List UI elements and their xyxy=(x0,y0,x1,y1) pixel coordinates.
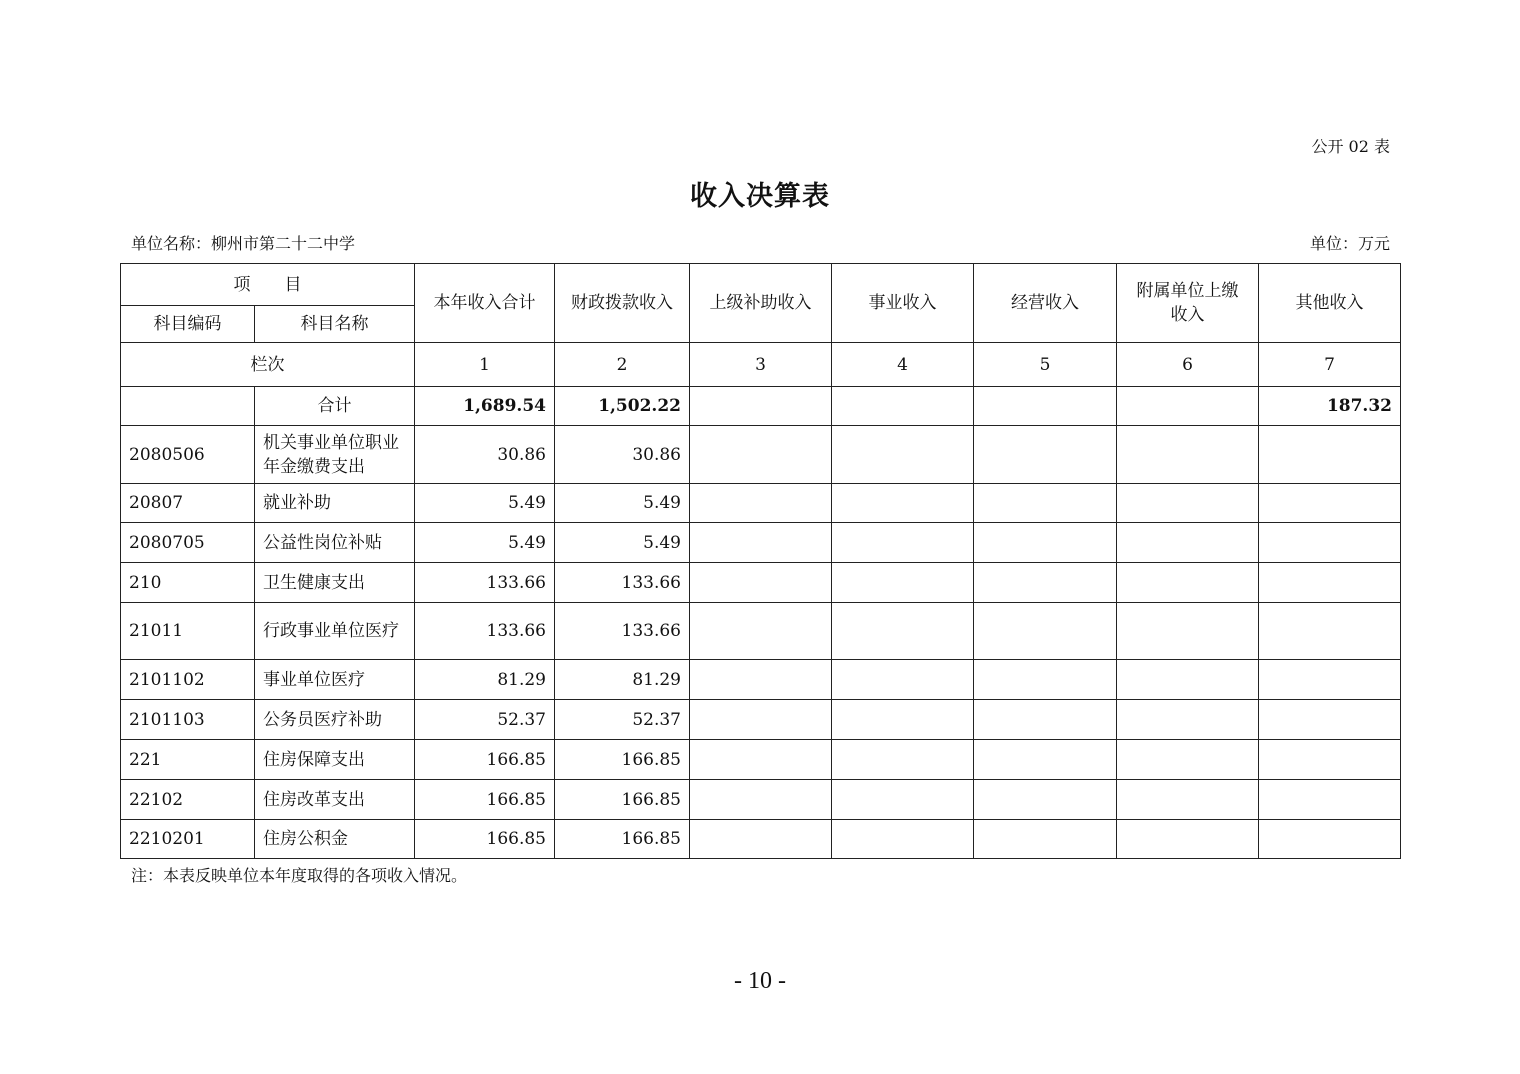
amount-cell xyxy=(832,660,974,700)
table-row xyxy=(121,426,1401,484)
amount-cell: 166.85 xyxy=(555,820,690,859)
amount-cell xyxy=(1259,660,1401,700)
amount-cell xyxy=(1117,740,1259,780)
subject-code: 21011 xyxy=(121,603,255,660)
code-header: 科目编码 xyxy=(121,306,255,343)
column-header: 财政拨款收入 xyxy=(555,264,690,343)
group-header: 项 目 xyxy=(121,264,415,306)
total-value xyxy=(1117,387,1259,426)
amount-cell xyxy=(690,563,832,603)
amount-cell xyxy=(1259,523,1401,563)
amount-cell xyxy=(1117,563,1259,603)
unit-name-label: 单位名称：柳州市第二十二中学 xyxy=(131,234,356,253)
subject-code: 2101103 xyxy=(121,700,255,740)
total-value xyxy=(690,387,832,426)
subject-code: 2101102 xyxy=(121,660,255,700)
amount-cell: 133.66 xyxy=(555,563,690,603)
currency-unit-label: 单位：万元 xyxy=(1309,234,1390,253)
amount-cell: 166.85 xyxy=(415,740,555,780)
amount-cell xyxy=(1117,426,1259,484)
total-value: 1,689.54 xyxy=(415,387,555,426)
subject-name: 卫生健康支出 xyxy=(255,563,415,603)
table-row xyxy=(121,820,1401,859)
amount-cell xyxy=(690,484,832,523)
form-number: 公开 02 表 xyxy=(1311,137,1390,156)
amount-cell xyxy=(1117,603,1259,660)
amount-cell xyxy=(1117,660,1259,700)
table-row xyxy=(121,780,1401,820)
amount-cell xyxy=(1259,820,1401,859)
name-header: 科目名称 xyxy=(255,306,415,343)
column-number-label: 栏次 xyxy=(121,343,415,387)
amount-cell xyxy=(974,780,1117,820)
subject-code: 2080705 xyxy=(121,523,255,563)
amount-cell xyxy=(690,660,832,700)
amount-cell: 30.86 xyxy=(415,426,555,484)
subject-code: 22102 xyxy=(121,780,255,820)
amount-cell xyxy=(690,426,832,484)
amount-cell xyxy=(1259,426,1401,484)
subject-name: 住房保障支出 xyxy=(255,740,415,780)
amount-cell xyxy=(1259,484,1401,523)
column-number: 1 xyxy=(415,343,555,387)
amount-cell: 133.66 xyxy=(415,603,555,660)
amount-cell: 166.85 xyxy=(415,820,555,859)
amount-cell xyxy=(974,484,1117,523)
subject-code: 221 xyxy=(121,740,255,780)
amount-cell xyxy=(832,523,974,563)
total-value: 187.32 xyxy=(1259,387,1401,426)
page-title: 收入决算表 xyxy=(690,181,830,212)
amount-cell: 81.29 xyxy=(555,660,690,700)
amount-cell xyxy=(690,603,832,660)
amount-cell xyxy=(974,660,1117,700)
column-header: 上级补助收入 xyxy=(690,264,832,343)
amount-cell xyxy=(1259,780,1401,820)
amount-cell: 166.85 xyxy=(555,780,690,820)
amount-cell xyxy=(832,603,974,660)
amount-cell xyxy=(1259,603,1401,660)
total-value xyxy=(832,387,974,426)
amount-cell: 5.49 xyxy=(555,484,690,523)
amount-cell xyxy=(974,820,1117,859)
amount-cell: 166.85 xyxy=(555,740,690,780)
amount-cell xyxy=(1117,484,1259,523)
amount-cell xyxy=(832,563,974,603)
amount-cell xyxy=(832,740,974,780)
table-row xyxy=(121,484,1401,523)
column-number: 4 xyxy=(832,343,974,387)
subject-name: 住房公积金 xyxy=(255,820,415,859)
subject-code: 20807 xyxy=(121,484,255,523)
subject-name: 就业补助 xyxy=(255,484,415,523)
amount-cell xyxy=(832,780,974,820)
income-table xyxy=(120,263,1401,859)
amount-cell: 133.66 xyxy=(415,563,555,603)
table-row xyxy=(121,740,1401,780)
total-value: 1,502.22 xyxy=(555,387,690,426)
total-label: 合计 xyxy=(255,387,415,426)
column-number: 7 xyxy=(1259,343,1401,387)
amount-cell xyxy=(974,523,1117,563)
subject-code: 2080506 xyxy=(121,426,255,484)
column-number: 5 xyxy=(974,343,1117,387)
amount-cell xyxy=(832,700,974,740)
column-number: 3 xyxy=(690,343,832,387)
column-header: 本年收入合计 xyxy=(415,264,555,343)
column-number: 2 xyxy=(555,343,690,387)
total-row xyxy=(121,387,1401,426)
amount-cell: 81.29 xyxy=(415,660,555,700)
total-code-cell xyxy=(121,387,255,426)
amount-cell xyxy=(832,820,974,859)
column-number-row xyxy=(121,343,1401,387)
amount-cell: 5.49 xyxy=(555,523,690,563)
amount-cell: 52.37 xyxy=(415,700,555,740)
table-note: 注：本表反映单位本年度取得的各项收入情况。 xyxy=(131,866,468,885)
amount-cell xyxy=(832,426,974,484)
subject-name: 公务员医疗补助 xyxy=(255,700,415,740)
column-header: 经营收入 xyxy=(974,264,1117,343)
amount-cell xyxy=(1117,820,1259,859)
amount-cell xyxy=(690,780,832,820)
subject-name: 行政事业单位医疗 xyxy=(255,603,415,660)
table-row xyxy=(121,660,1401,700)
table-row xyxy=(121,603,1401,660)
amount-cell: 133.66 xyxy=(555,603,690,660)
amount-cell xyxy=(1259,563,1401,603)
amount-cell xyxy=(1117,780,1259,820)
amount-cell xyxy=(974,603,1117,660)
amount-cell xyxy=(974,700,1117,740)
amount-cell xyxy=(690,820,832,859)
amount-cell: 52.37 xyxy=(555,700,690,740)
subject-name: 机关事业单位职业年金缴费支出 xyxy=(255,426,415,484)
amount-cell xyxy=(832,484,974,523)
page-number: - 10 - xyxy=(734,968,786,994)
amount-cell xyxy=(974,426,1117,484)
amount-cell xyxy=(1259,740,1401,780)
amount-cell: 5.49 xyxy=(415,523,555,563)
amount-cell xyxy=(690,523,832,563)
amount-cell: 30.86 xyxy=(555,426,690,484)
subject-name: 事业单位医疗 xyxy=(255,660,415,700)
table-row xyxy=(121,563,1401,603)
column-number: 6 xyxy=(1117,343,1259,387)
table-row xyxy=(121,523,1401,563)
subject-name: 住房改革支出 xyxy=(255,780,415,820)
amount-cell xyxy=(974,740,1117,780)
column-header: 事业收入 xyxy=(832,264,974,343)
amount-cell xyxy=(690,740,832,780)
amount-cell xyxy=(1117,700,1259,740)
column-header: 其他收入 xyxy=(1259,264,1401,343)
header-row-1 xyxy=(121,264,1401,306)
column-header: 附属单位上缴收入 xyxy=(1117,264,1259,343)
amount-cell: 5.49 xyxy=(415,484,555,523)
amount-cell xyxy=(974,563,1117,603)
amount-cell: 166.85 xyxy=(415,780,555,820)
amount-cell xyxy=(1117,523,1259,563)
subject-code: 2210201 xyxy=(121,820,255,859)
subject-code: 210 xyxy=(121,563,255,603)
subject-name: 公益性岗位补贴 xyxy=(255,523,415,563)
table-row xyxy=(121,700,1401,740)
amount-cell xyxy=(1259,700,1401,740)
amount-cell xyxy=(690,700,832,740)
total-value xyxy=(974,387,1117,426)
